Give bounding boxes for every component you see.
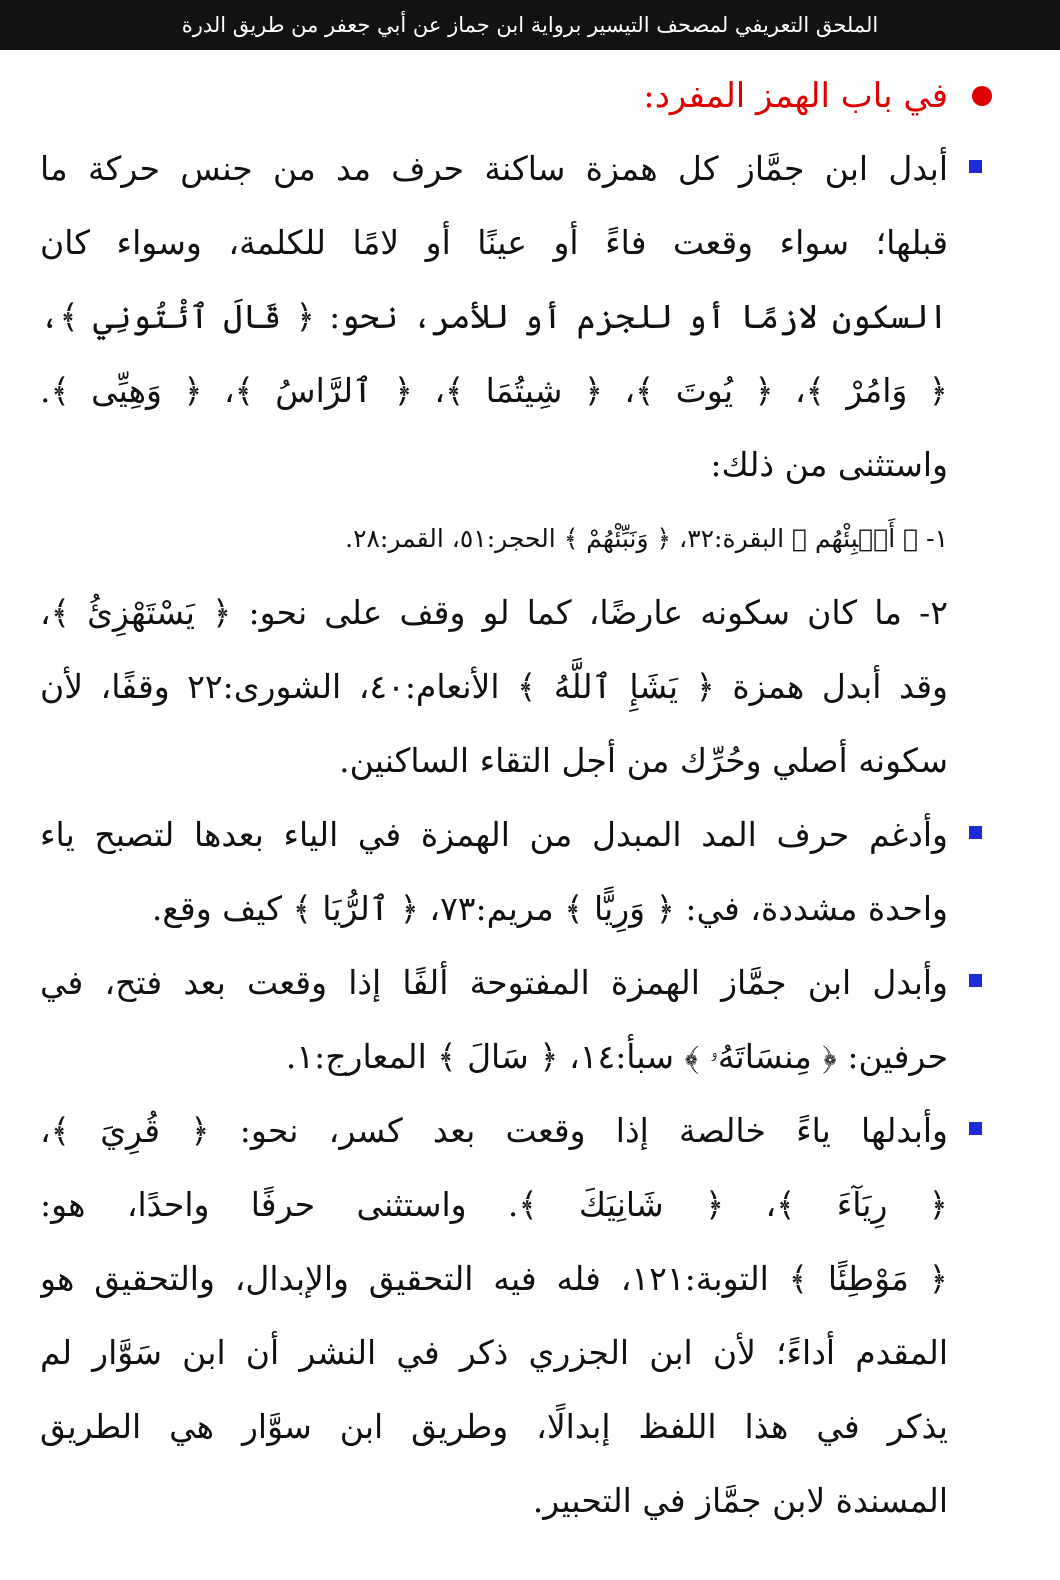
text-line: وأبدل ابن جمَّاز الهمزة المفتوحة ألفًا إذا وقعت بعد فتح، في: [40, 963, 948, 1002]
text-line: وقد أبدل همزة ﴿ يَشَإِ ٱللَّهُ ﴾ الأنعام:٤٠، الشورى:٢٢ وقفًا، لأن: [40, 667, 948, 706]
red-bullet-icon: [972, 86, 992, 106]
text-line: يذكر في هذا اللفظ إبدالًا، وطريق ابن سوَّار هي الطريق: [40, 1407, 948, 1446]
text-line: وأبدلها ياءً خالصة إذا وقعت بعد كسر، نحو: ﴿ قُرِيَ ﴾،: [40, 1111, 948, 1150]
exception-item-1: ١- ﴿ أَنۢبِئْهُم ﴾ البقرة:٣٢، ﴿ وَنَبِّئْهُمْ ﴾ الحجر:٥١، القمر:٢٨.: [345, 524, 948, 553]
text-line: حرفين: ﴿ مِنسَاتَهُۥ ﴾ سبأ:١٤، ﴿ سَالَ ﴾ المعارج:١.: [285, 1037, 948, 1076]
paragraph-3: [40, 946, 1000, 1094]
paragraph-4: [40, 1094, 1000, 1538]
section-heading: [40, 60, 1000, 132]
blue-square-bullet-icon: [969, 826, 982, 839]
section-heading-text: في باب الهمز المفرد:: [643, 76, 948, 116]
blue-square-bullet-icon: [969, 974, 982, 987]
text-line: أبدل ابن جمَّاز كل همزة ساكنة حرف مد من جنس حركة ما: [40, 149, 948, 188]
text-line: السكون لازمًا أو للجزم أو للأمر، نحو: ﴿ قَالَ ٱئْتُونِي ﴾،: [40, 297, 948, 336]
document-body: [40, 60, 1000, 1538]
paragraph-1: [40, 132, 1000, 502]
text-line: ﴿ رِيَآءَ ﴾، ﴿ شَانِيَكَ ﴾. واستثنى حرفًا واحدًا، هو:: [40, 1185, 948, 1224]
text-line: وأدغم حرف المد المبدل من الهمزة في الياء بعدها لتصبح ياء: [40, 815, 948, 854]
exception-item-2: ٢- ما كان سكونه عارضًا، كما لو وقف على نحو: ﴿ يَسْتَهْزِئُ ﴾،: [40, 593, 948, 632]
text-line: المقدم أداءً؛ لأن ابن الجزري ذكر في النشر أن ابن سَوَّار لم: [40, 1333, 948, 1372]
blue-square-bullet-icon: [969, 160, 982, 173]
text-line: واحدة مشددة، في: ﴿ وَرِيًّا ﴾ مريم:٧٣، ﴿ ٱلرُّيَا ﴾ كيف وقع.: [151, 889, 948, 928]
text-line: المسندة لابن جمَّاز في التحبير.: [532, 1481, 948, 1520]
blue-square-bullet-icon: [969, 1122, 982, 1135]
text-line: قبلها؛ سواء وقعت فاءً أو عينًا أو لامًا للكلمة، وسواء كان: [40, 223, 948, 262]
text-line: سكونه أصلي وحُرِّك من أجل التقاء الساكنين.: [339, 741, 948, 780]
text-line: واستثنى من ذلك:: [710, 445, 948, 484]
exceptions-list: [40, 502, 1000, 798]
text-line: ﴿ وَامُرْ ﴾، ﴿ يُوتَ ﴾، ﴿ شِيتُمَا ﴾، ﴿ ٱلرَّاسُ ﴾، ﴿ وَهِيِّى ﴾.: [40, 371, 948, 410]
page-header: الملحق التعريفي لمصحف التيسير برواية ابن جماز عن أبي جعفر من طريق الدرة: [0, 0, 1060, 50]
text-line: ﴿ مَوْطِئًا ﴾ التوبة:١٢١، فله فيه التحقيق والإبدال، والتحقيق هو: [40, 1259, 948, 1298]
paragraph-2: [40, 798, 1000, 946]
